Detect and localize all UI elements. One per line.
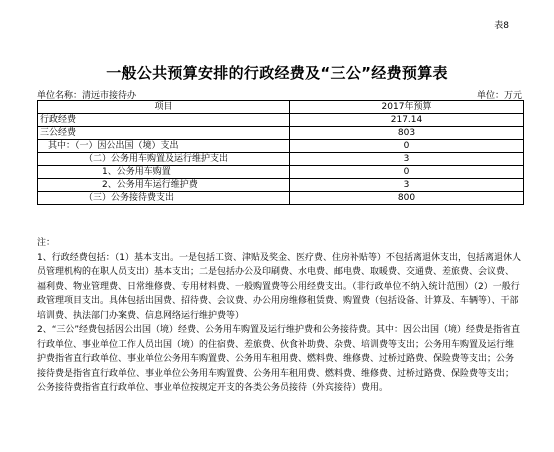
header-value: 2017年预算	[290, 101, 524, 114]
row-label: （三）公务接待费支出	[38, 192, 290, 205]
table-row	[38, 166, 524, 179]
header-item: 项目	[38, 101, 290, 114]
row-value: 0	[290, 166, 524, 179]
note-2: 2、“三公”经费包括因公出国（境）经费、公务用车购置及运行维护费和公务接待费。其中：因公出国（境）经费是指省直行政单位、事业单位工作人员出国（境）的住宿费、差旅费、伙食补助费、杂费、培训费等支出；公务用车购置及运行维护费指省直行政单位、事业单位公务用车购置费、公务用车租用费、燃料费、维修费、过桥过路费、保险费等支出；公务接待费是指省直行政单位、事业单位公务用车购置费、公务用车租用费、燃料费、维修费、过桥过路费、保险费等支出；公务接待费指省直行政单位、事业单位按规定开支的各类公务员接待（外宾接待）费用。	[37, 325, 521, 393]
row-value: 217.14	[290, 114, 524, 127]
table-header-row	[38, 101, 524, 114]
table-row	[38, 192, 524, 205]
table-row	[38, 153, 524, 166]
unit-label: 单位：万元	[476, 91, 522, 101]
unit-name: 单位名称：清远市接待办	[37, 91, 137, 101]
row-label: 行政经费	[38, 114, 290, 127]
table-row	[38, 140, 524, 153]
row-label: （二）公务用车购置及运行维护支出	[38, 153, 290, 166]
table-number: 表8	[494, 21, 509, 31]
unit-row	[37, 88, 522, 100]
table-row	[38, 114, 524, 127]
row-value: 3	[290, 179, 524, 192]
notes-section	[37, 236, 522, 396]
row-value: 800	[290, 192, 524, 205]
note-1: 1、行政经费包括：（1）基本支出。一是包括工资、津贴及奖金、医疗费、住房补贴等）不包括离退休支出，包括离退休人员管理机构的在职人员支出）基本支出；二是包括办公及印刷费、水电费、邮电费、取暖费、交通费、差旅费、会议费、福利费、物业管理费、日常维修费、专用材料费、一般购置费等公用经费支出。（非行政单位不纳入统计范围）（2）一般行政管理项目支出。具体包括出国费、招待费、会议费、办公用房维修租赁费、购置费（包括设备、计算及、车辆等）、干部培训费、执法部门办案费、信息网络运行维护费等）	[37, 252, 521, 321]
table-row	[38, 179, 524, 192]
table-row	[38, 127, 524, 140]
budget-table	[37, 100, 524, 205]
row-label: 2、公务用车运行维护费	[38, 179, 290, 192]
row-value: 803	[290, 127, 524, 140]
row-label: 1、公务用车购置	[38, 166, 290, 179]
row-value: 3	[290, 153, 524, 166]
row-label: 其中：（一）因公出国（境）支出	[38, 140, 290, 153]
page-title: 一般公共预算安排的行政经费及“三公”经费预算表	[106, 64, 448, 82]
row-label: 三公经费	[38, 127, 290, 140]
notes-heading: 注：	[37, 238, 56, 248]
row-value: 0	[290, 140, 524, 153]
